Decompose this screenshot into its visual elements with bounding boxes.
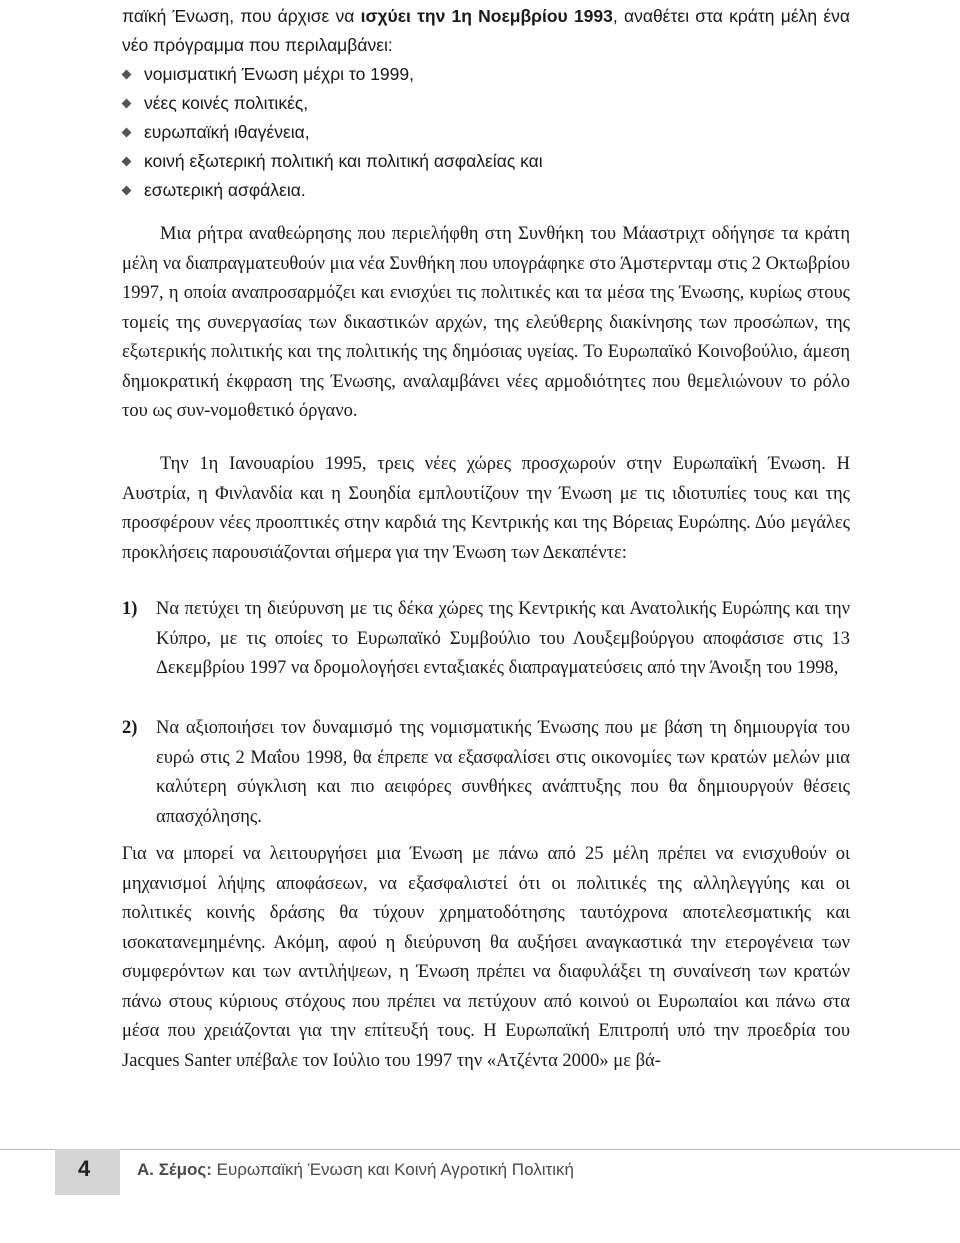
bullet-item: νέες κοινές πολιτικές, — [122, 89, 850, 118]
maastricht-paragraph: Μια ρήτρα αναθεώρησης που περιελήφθη στη Συνθήκη του Μάαστριχτ οδήγησε τα κράτη μέλη να διαπραγματευθούν μια νέα Συνθήκη που υπογράφηκε στο Άμστερνταμ στις 2 Οκτωβρίου 1997, η οποία αναπροσαρμόζει και ενισχύει τις πολιτικές και τα μέσα της Ένωσης, κυρίως στους τομείς της συνεργασίας των δικαστικών αρχών, της ελεύθερης διακίνησης των προσώπων, της εξωτερικής πολιτικής και της πολιτικής της δημόσιας υγείας. Το Ευρωπαϊκό Κοινοβούλιο, άμεση δημοκρατική έκφραση της Ένωσης, αναλαμβάνει νέες αρμοδιότητες που θεμελιώνουν το ρόλο του ως συν-νομοθετικό όργανο. — [122, 224, 850, 421]
program-bullet-list — [122, 60, 850, 205]
challenge-number: 2) — [122, 718, 138, 738]
challenge-item-1 — [122, 595, 850, 684]
diamond-bullet-icon — [122, 157, 132, 167]
running-footer — [137, 1160, 574, 1180]
diamond-bullet-icon — [122, 70, 132, 80]
bullet-item: νομισματική Ένωση μέχρι το 1999, — [122, 60, 850, 89]
challenge-number: 1) — [122, 599, 138, 619]
bullet-item: εσωτερική ασφάλεια. — [122, 176, 850, 205]
intro-text-after: , αναθέτει στα κράτη μέλη ένα νέο πρόγραμμα που περιλαμβάνει: — [122, 6, 850, 55]
bullet-item: ευρωπαϊκή ιθαγένεια, — [122, 118, 850, 147]
page-number: 4 — [78, 1156, 91, 1181]
footer-divider — [0, 1149, 960, 1150]
enlargement-paragraph: Την 1η Ιανουαρίου 1995, τρεις νέες χώρες προσχωρούν στην Ευρωπαϊκή Ένωση. Η Αυστρία, η Φινλανδία και η Σουηδία εμπλουτίζουν την Ένωση με τις ιδιοτυπίες τους και της προσφέρουν νέες προοπτικές στην καρδιά της Κεντρικής και της Βόρειας Ευρώπης. Δύο μεγάλες προκλήσεις παρουσιάζονται σήμερα για την Ένωση των Δεκαπέντε: — [122, 454, 850, 563]
final-paragraph: Για να μπορεί να λειτουργήσει μια Ένωση με πάνω από 25 μέλη πρέπει να ενισχυθούν οι μηχανισμοί λήψης αποφάσεων, να εξασφαλιστεί ότι οι πολιτικές της αλληλεγγύης και οι πολιτικές κοινής δράσης θα τύχουν χρηματοδότησης ταυτόχρονα αποτελεσματικής και ισοκατανεμημένης. Ακόμη, αφού η διεύρυνση θα αυξήσει αναγκαστικά την ετερογένεια των συμφερόντων και των αντιλήψεων, η Ένωση πρέπει να διαφυλάξει τη συναίνεση των κρατών πάνω στους κύριους στόχους που πρέπει να πετύχουν από κοινού οι Ευρωπαίοι και πάνω στα μέσα που χρειάζονται για την επίτευξή τους. Η Ευρωπαϊκή Επιτροπή υπό την προεδρία του Jacques Santer υπέβαλε τον Ιούλιο του 1997 την «Ατζέντα 2000» με βά- — [122, 844, 850, 1071]
diamond-bullet-icon — [122, 186, 132, 196]
diamond-bullet-icon — [122, 128, 132, 138]
footer-author: Α. Σέμος: — [137, 1160, 212, 1179]
intro-bold-date: ισχύει την 1η Νοεμβρίου 1993 — [360, 6, 613, 26]
challenge-text: Να πετύχει τη διεύρυνση με τις δέκα χώρες της Κεντρικής και Ανατολικής Ευρώπης και την Κύπρο, με τις οποίες το Ευρωπαϊκό Συμβούλιο του Λουξεμβούργου αποφάσισε στις 13 Δεκεμβρίου 1997 να δρομολογήσει ενταξιακές διαπραγματεύσεις από την Άνοιξη του 1998, — [156, 599, 850, 678]
diamond-bullet-icon — [122, 99, 132, 109]
bullet-item: κοινή εξωτερική πολιτική και πολιτική ασφαλείας και — [122, 147, 850, 176]
footer-title: Ευρωπαϊκή Ένωση και Κοινή Αγροτική Πολιτική — [211, 1160, 574, 1179]
intro-paragraph — [122, 2, 850, 60]
challenge-item-2 — [122, 714, 850, 832]
challenge-text: Να αξιοποιήσει τον δυναμισμό της νομισματικής Ένωσης που με βάση τη δημιουργία του ευρώ στις 2 Μαΐου 1998, θα έπρεπε να εξασφαλίσει στις οικονομίες των κρατών μελών μια καλύτερη σύγκλιση και πιο αειφόρες συνθήκες ανάπτυξης που θα δημιουργούν θέσεις απασχόλησης. — [156, 718, 850, 827]
intro-text-before: παϊκή Ένωση, που άρχισε να — [122, 6, 361, 26]
